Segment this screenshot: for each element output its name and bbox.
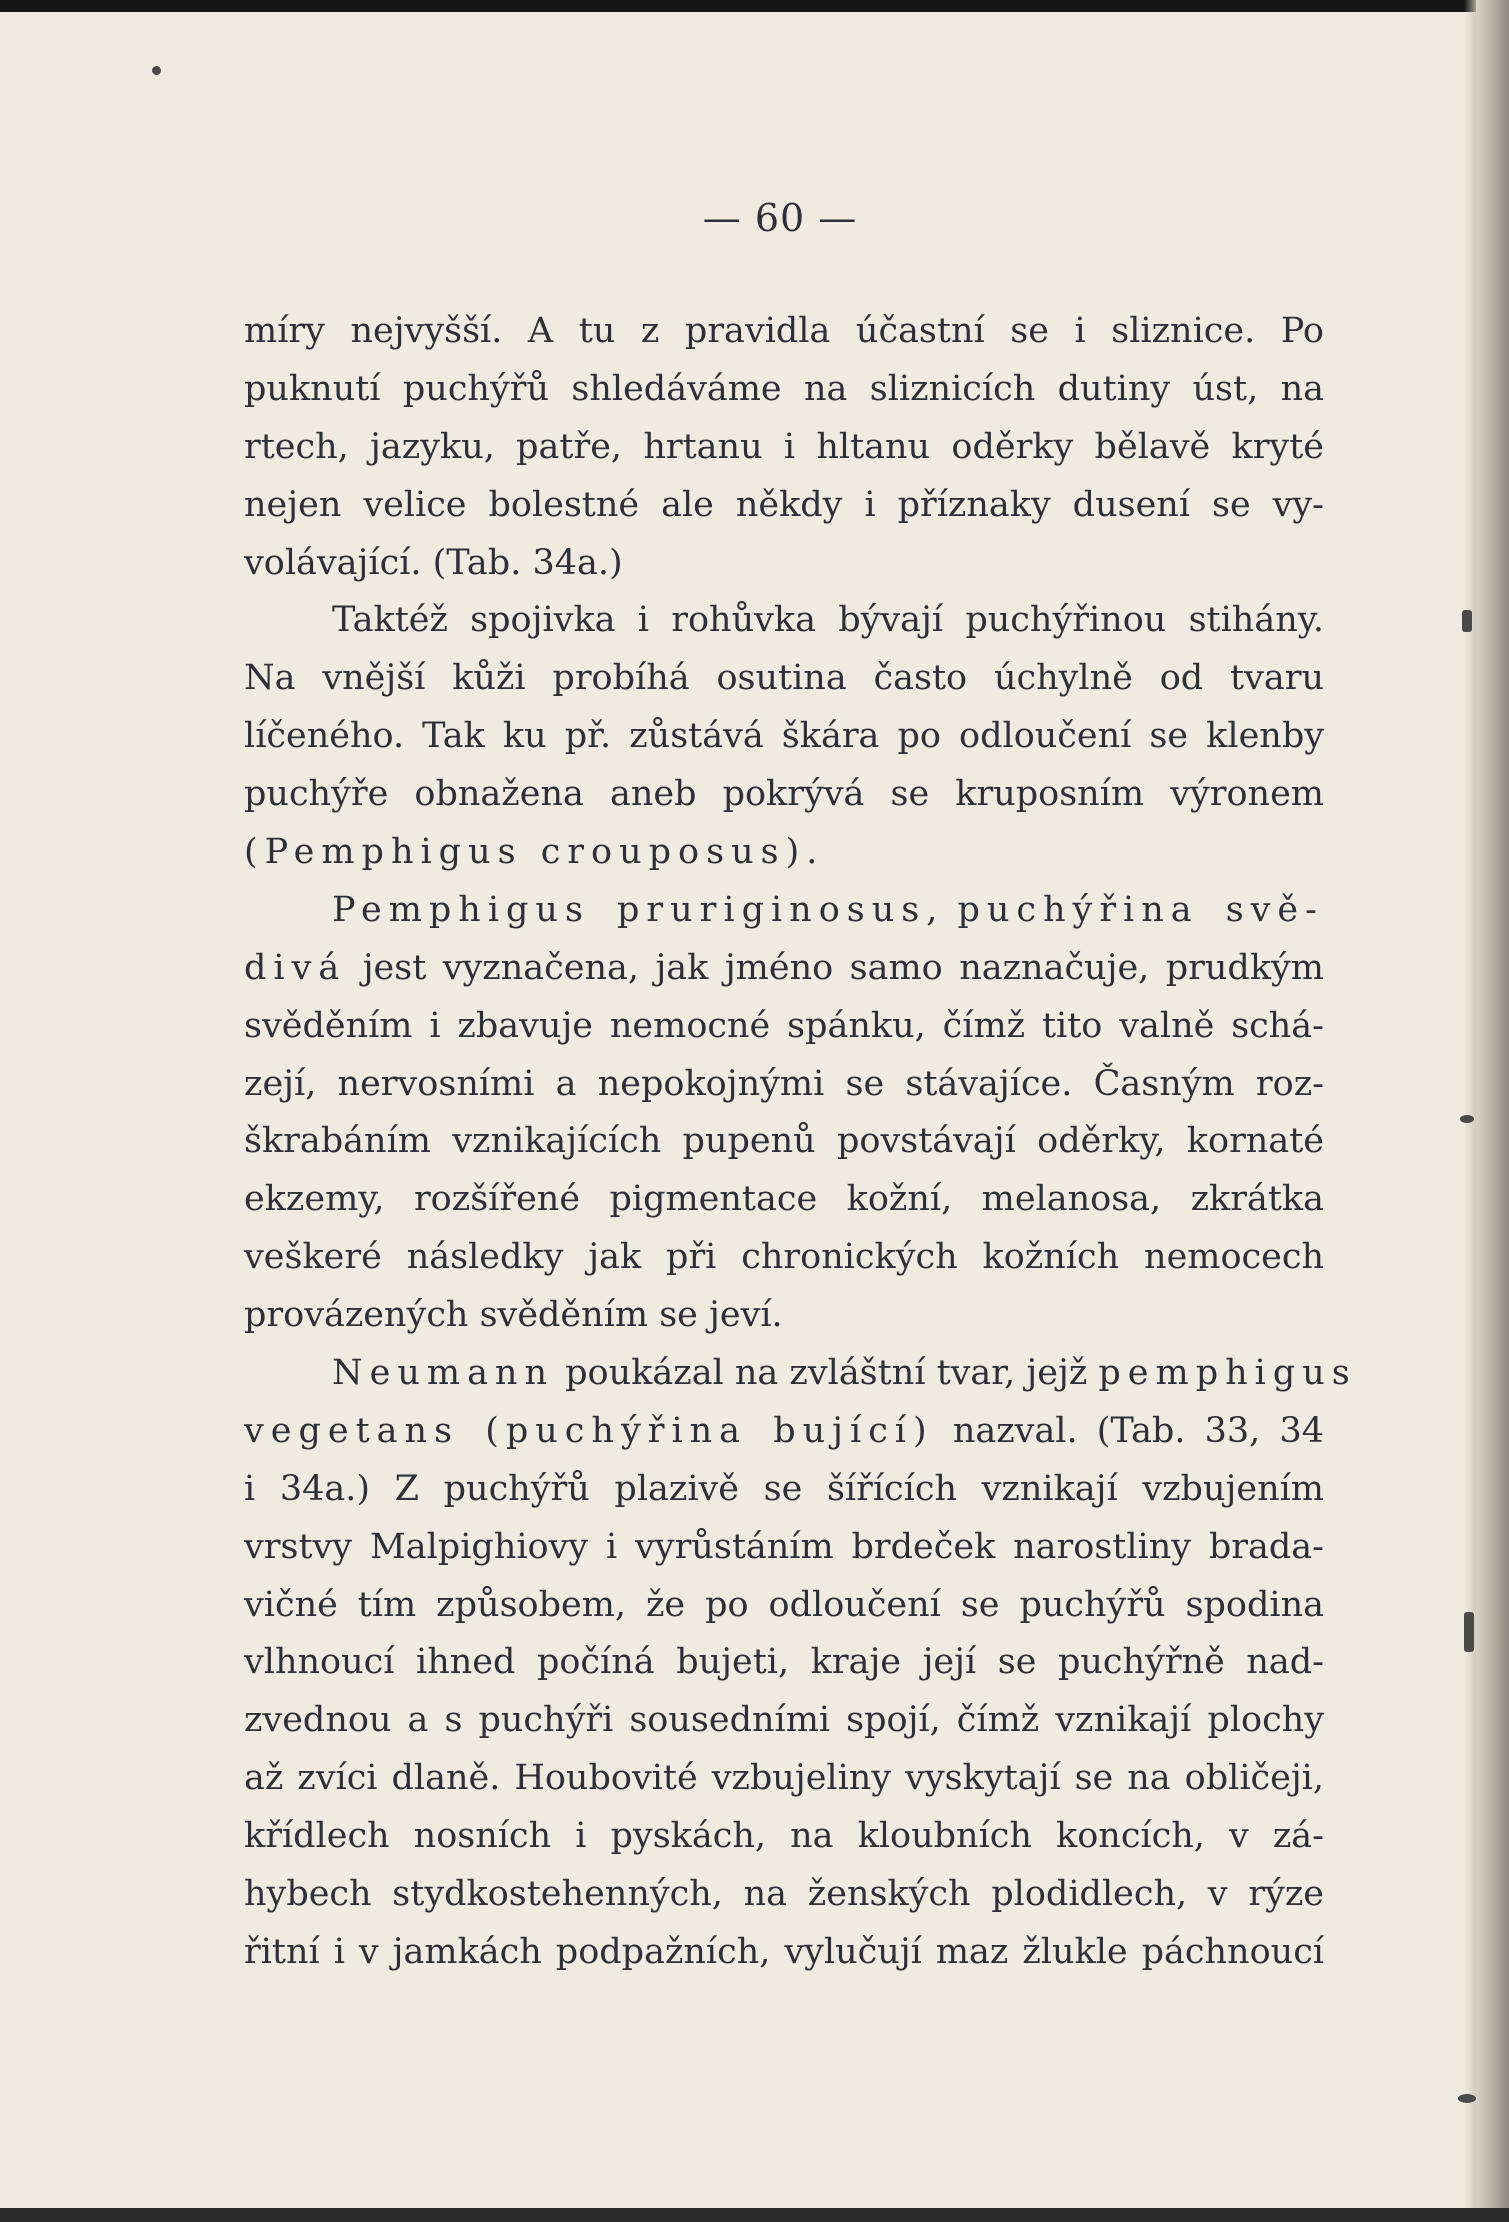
text-line: [244, 940, 1324, 998]
text-run: jest vyznačena, jak jméno samo naznačuje, prudkým: [346, 947, 1324, 988]
text-run: křídlech nosních i pyskách, na kloubních koncích, v zá-: [244, 1816, 1324, 1857]
emphasized-text: Pemphigus pruriginosus: [332, 889, 927, 930]
text-line: [244, 1924, 1324, 1982]
text-run: vlhnoucí ihned počíná bujeti, kraje její se puchýřně nad-: [244, 1642, 1324, 1683]
text-run: svěděním i zbavuje nemocné spánku, čímž tito valně schá-: [244, 1005, 1324, 1046]
text-run: zvednou a s puchýři sousedními spojí, čímž vznikají plochy: [244, 1700, 1324, 1741]
text-run: vrstvy Malpighiovy i vyrůstáním brdeček narostliny brada-: [244, 1526, 1324, 1567]
text-line: [244, 1808, 1324, 1866]
scan-right-edge: [1476, 0, 1509, 2222]
text-run: Na vnější kůži probíhá osutina často úchylně od tvaru: [244, 658, 1324, 699]
text-run: veškeré následky jak při chronických kožních nemocech: [244, 1237, 1324, 1278]
text-line: [244, 1461, 1324, 1519]
page-gutter-shadow: [1464, 0, 1476, 2222]
emphasized-text: vegetans (puchýřina bující): [244, 1410, 934, 1451]
dust-speck: [1458, 2094, 1476, 2103]
text-run: .: [806, 832, 818, 873]
text-run: míry nejvyšší. A tu z pravidla účastní se i sliznice. Po: [244, 311, 1324, 351]
text-run: až zvíci dlaně. Houbovité vzbujeliny vyskytají se na obličeji,: [244, 1758, 1324, 1799]
emphasized-text: puchýřina svě-: [957, 889, 1324, 930]
text-run: hybech stydkostehenných, na ženských plodidlech, v rýze: [244, 1874, 1324, 1915]
text-line: [244, 535, 1324, 593]
text-run: i 34a.) Z puchýřů plazivě se šířících vznikají vzbujením: [244, 1468, 1324, 1509]
text-run: řitní i v jamkách podpažních, vylučují maz žlukle páchnoucí: [244, 1931, 1324, 1972]
text-run: vičné tím způsobem, že po odloučení se puchýřů spodina: [244, 1584, 1324, 1625]
dust-speck: [1460, 1115, 1474, 1123]
text-run: rtech, jazyku, patře, hrtanu i hltanu oděrky bělavě kryté: [244, 426, 1324, 467]
text-line: [244, 477, 1324, 535]
text-line: [244, 361, 1324, 419]
text-run: poukázal na zvláštní tvar, jejž: [554, 1353, 1099, 1394]
text-run: líčeného. Tak ku př. zůstává škára po odloučení se klenby: [244, 716, 1324, 757]
emphasized-text: pemphigus: [1098, 1353, 1357, 1394]
text-line: [244, 650, 1324, 708]
text-line: [244, 419, 1324, 477]
text-line: [244, 1287, 1324, 1345]
text-run: nejen velice bolestné ale někdy i příznaky dusení se vy-: [244, 484, 1324, 525]
text-line: [244, 882, 1324, 940]
text-line: [244, 1171, 1324, 1229]
text-run: zejí, nervosními a nepokojnými se stávajíce. Časným roz-: [244, 1063, 1324, 1104]
body-text: [244, 303, 1357, 1982]
text-run: ekzemy, rozšířené pigmentace kožní, melanosa, zkrátka: [244, 1179, 1324, 1220]
text-line: [244, 708, 1324, 766]
text-line: [244, 1056, 1324, 1114]
dust-speck: [152, 66, 161, 75]
dust-speck: [1462, 610, 1472, 632]
text-line: [244, 766, 1324, 824]
text-line: [244, 1229, 1324, 1287]
text-run: Taktéž spojivka i rohůvka bývají puchýřinou stihány.: [332, 600, 1324, 641]
text-run: škrabáním vznikajících pupenů povstávají oděrky, kornaté: [244, 1121, 1324, 1162]
emphasized-text: Neumann: [332, 1353, 555, 1394]
scan-top-edge: [0, 0, 1509, 12]
text-run: nazval. (Tab. 33, 34: [933, 1410, 1324, 1451]
text-line: [244, 998, 1324, 1056]
text-run: volávající. (Tab. 34a.): [244, 542, 623, 583]
emphasized-text: divá: [244, 947, 347, 988]
emphasized-text: (Pemphigus crouposus): [244, 832, 807, 873]
dust-speck: [1464, 1612, 1474, 1652]
text-run: ,: [926, 889, 958, 930]
text-run: provázených svěděním se jeví.: [244, 1295, 783, 1336]
text-line: [244, 1403, 1324, 1461]
text-run: puchýře obnažena aneb pokrývá se kruposním výronem: [244, 774, 1324, 815]
text-line: [244, 1345, 1357, 1403]
page-number: — 60 —: [702, 196, 858, 240]
text-line: [244, 1519, 1324, 1577]
text-line: [244, 1750, 1324, 1808]
text-line: [244, 1692, 1324, 1750]
text-line: [244, 592, 1324, 650]
text-line: [244, 1634, 1324, 1692]
text-line: [244, 1113, 1324, 1171]
text-line: [244, 824, 1324, 882]
text-line: [244, 1577, 1324, 1635]
text-line: [244, 303, 1324, 361]
scan-bottom-edge: [0, 2208, 1509, 2222]
text-run: puknutí puchýřů shledáváme na sliznicích dutiny úst, na: [244, 368, 1324, 409]
text-line: [244, 1866, 1324, 1924]
